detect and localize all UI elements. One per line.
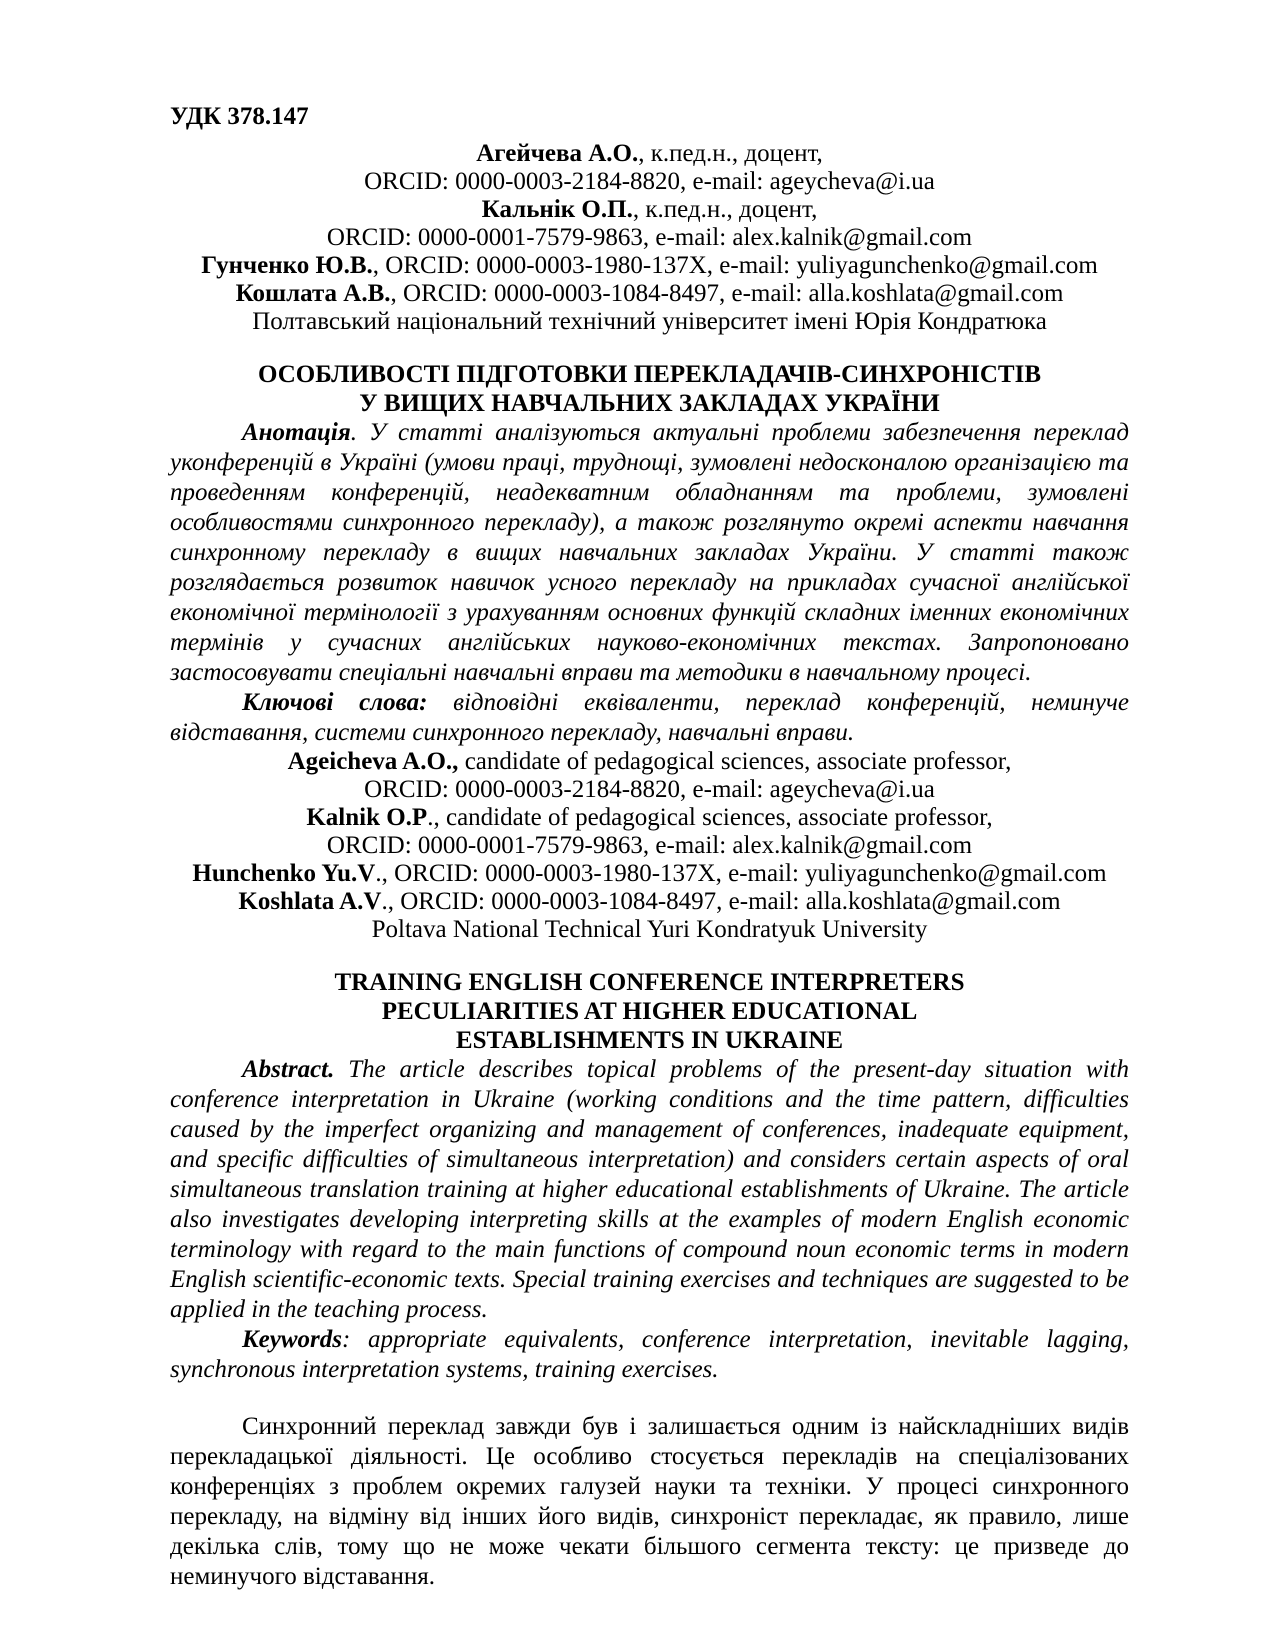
author-name: Kalnik O.P bbox=[306, 804, 428, 831]
author-details: , ORCID: 0000-0003-1980-137X, e-mail: yuliyagunchenko@gmail.com bbox=[372, 252, 1098, 279]
author-line bbox=[170, 224, 1129, 252]
author-name: Hunchenko Yu.V bbox=[192, 860, 376, 887]
author-line bbox=[170, 804, 1129, 832]
authors-uk-block bbox=[170, 140, 1129, 336]
author-name: Гунченко Ю.В. bbox=[201, 252, 373, 279]
author-name: Кальнік О.П. bbox=[481, 196, 633, 223]
author-details: , к.пед.н., доцент, bbox=[632, 196, 818, 223]
author-name: Кошлата А.В. bbox=[235, 280, 391, 307]
author-line bbox=[170, 196, 1129, 224]
author-line bbox=[170, 832, 1129, 860]
udc-number: УДК 378.147 bbox=[170, 103, 309, 130]
author-details: ., ORCID: 0000-0003-1084-8497, e-mail: alla.koshlata@gmail.com bbox=[381, 888, 1061, 915]
author-line bbox=[170, 888, 1129, 916]
author-details: ORCID: 0000-0001-7579-9863, e-mail: alex.kalnik@gmail.com bbox=[326, 832, 973, 859]
author-details: candidate of pedagogical sciences, associate professor, bbox=[458, 748, 1012, 775]
author-line bbox=[170, 748, 1129, 776]
author-details: ORCID: 0000-0003-2184-8820, e-mail: ageycheva@i.ua bbox=[364, 776, 935, 803]
title-en-line2: PECULIARITIES AT HIGHER EDUCATIONAL bbox=[381, 998, 918, 1025]
author-line bbox=[170, 252, 1129, 280]
affiliation-en bbox=[170, 916, 1129, 944]
author-line bbox=[170, 776, 1129, 804]
author-name: Koshlata A.V bbox=[238, 888, 382, 915]
title-uk-line1: ОСОБЛИВОСТІ ПІДГОТОВКИ ПЕРЕКЛАДАЧІВ-СИНХРОНІСТІВ bbox=[257, 361, 1042, 388]
author-name: Агейчева А.О. bbox=[476, 140, 639, 167]
abstract-en bbox=[170, 1055, 1129, 1325]
abstract-uk bbox=[170, 418, 1129, 688]
keywords-en bbox=[170, 1325, 1129, 1385]
keywords-uk-text: відповідні еквіваленти, переклад конференцій, неминуче відставання, системи синхронного перекладу, навчальні вправи. bbox=[170, 689, 1129, 746]
title-en-line3: ESTABLISHMENTS IN UKRAINE bbox=[455, 1027, 844, 1054]
author-line bbox=[170, 140, 1129, 168]
author-name: Ageicheva A.O., bbox=[287, 748, 459, 775]
keywords-uk bbox=[170, 688, 1129, 748]
body-paragraph: Синхронний переклад завжди був і залишається одним із найскладніших видів перекладацької діяльності. Це особливо стосується перекладів на спеціалізованих конференціях з проблем окремих галузей науки та техніки. У процесі синхронного перекладу, на відміну від інших його видів, синхроніст перекладає, як правило, лише декілька слів, тому що не може чекати більшого сегмента тексту: це призведе до неминучого відставання. bbox=[170, 1413, 1129, 1590]
author-line bbox=[170, 168, 1129, 196]
affiliation-en-text: Poltava National Technical Yuri Kondratyuk University bbox=[371, 916, 928, 943]
author-details: ., candidate of pedagogical sciences, associate professor, bbox=[427, 804, 993, 831]
keywords-en-label: Keywords bbox=[242, 1326, 342, 1353]
author-details: , к.пед.н., доцент, bbox=[638, 140, 823, 167]
abstract-uk-label: Анотація bbox=[242, 419, 351, 446]
author-details: ORCID: 0000-0003-2184-8820, e-mail: ageycheva@i.ua bbox=[364, 168, 935, 195]
title-uk-line2: У ВИЩИХ НАВЧАЛЬНИХ ЗАКЛАДАХ УКРАЇНИ bbox=[359, 390, 940, 417]
affiliation-uk bbox=[170, 308, 1129, 336]
keywords-uk-label: Ключові слова: bbox=[242, 689, 428, 716]
author-details: ., ORCID: 0000-0003-1980-137X, e-mail: yuliyagunchenko@gmail.com bbox=[375, 860, 1107, 887]
authors-en-block bbox=[170, 748, 1129, 944]
affiliation-uk-text: Полтавський національний технічний університет імені Юрія Кондратюка bbox=[252, 308, 1047, 335]
keywords-en-text: : appropriate equivalents, conference interpretation, inevitable lagging, synchronous interpretation systems, training exercises. bbox=[170, 1326, 1129, 1383]
author-line bbox=[170, 860, 1129, 888]
title-uk bbox=[170, 360, 1129, 418]
abstract-uk-text: . У статті аналізуються актуальні проблеми забезпечення переклад уконференцій в Україні (умови праці, труднощі, зумовлені недосконалою організацією та проведенням конференцій, неадекватним обладнанням та проблеми, зумовлені особливостями синхронного перекладу), а також розглянуто окремі аспекти навчання синхронному перекладу в вищих навчальних закладах України. У статті також розглядається розвиток навичок усного перекладу на прикладах сучасної англійської економічної термінології з урахуванням основних функцій складних іменних економічних термінів у сучасних англійських науково-економічних текстах. Запропоновано застосовувати спеціальні навчальні вправи та методики в навчальному процесі. bbox=[170, 419, 1129, 686]
author-details: ORCID: 0000-0001-7579-9863, e-mail: alex.kalnik@gmail.com bbox=[326, 224, 973, 251]
abstract-en-label: Abstract. bbox=[242, 1056, 335, 1083]
author-line bbox=[170, 280, 1129, 308]
abstract-en-text: The article describes topical problems of the present-day situation with conference interpretation in Ukraine (working conditions and the time pattern, difficulties caused by the imperfect organizing and management of conferences, inadequate equipment, and specific difficulties of simultaneous interpretation) and considers certain aspects of oral simultaneous translation training at higher educational establishments of Ukraine. The article also investigates developing interpreting skills at the examples of modern English economic terminology with regard to the main functions of compound noun economic terms in modern English scientific-economic texts. Special training exercises and techniques are suggested to be applied in the teaching process. bbox=[170, 1056, 1129, 1323]
title-en bbox=[170, 968, 1129, 1055]
title-en-line1: TRAINING ENGLISH CONFERENCE INTERPRETERS bbox=[334, 969, 965, 996]
author-details: , ORCID: 0000-0003-1084-8497, e-mail: alla.koshlata@gmail.com bbox=[390, 280, 1064, 307]
